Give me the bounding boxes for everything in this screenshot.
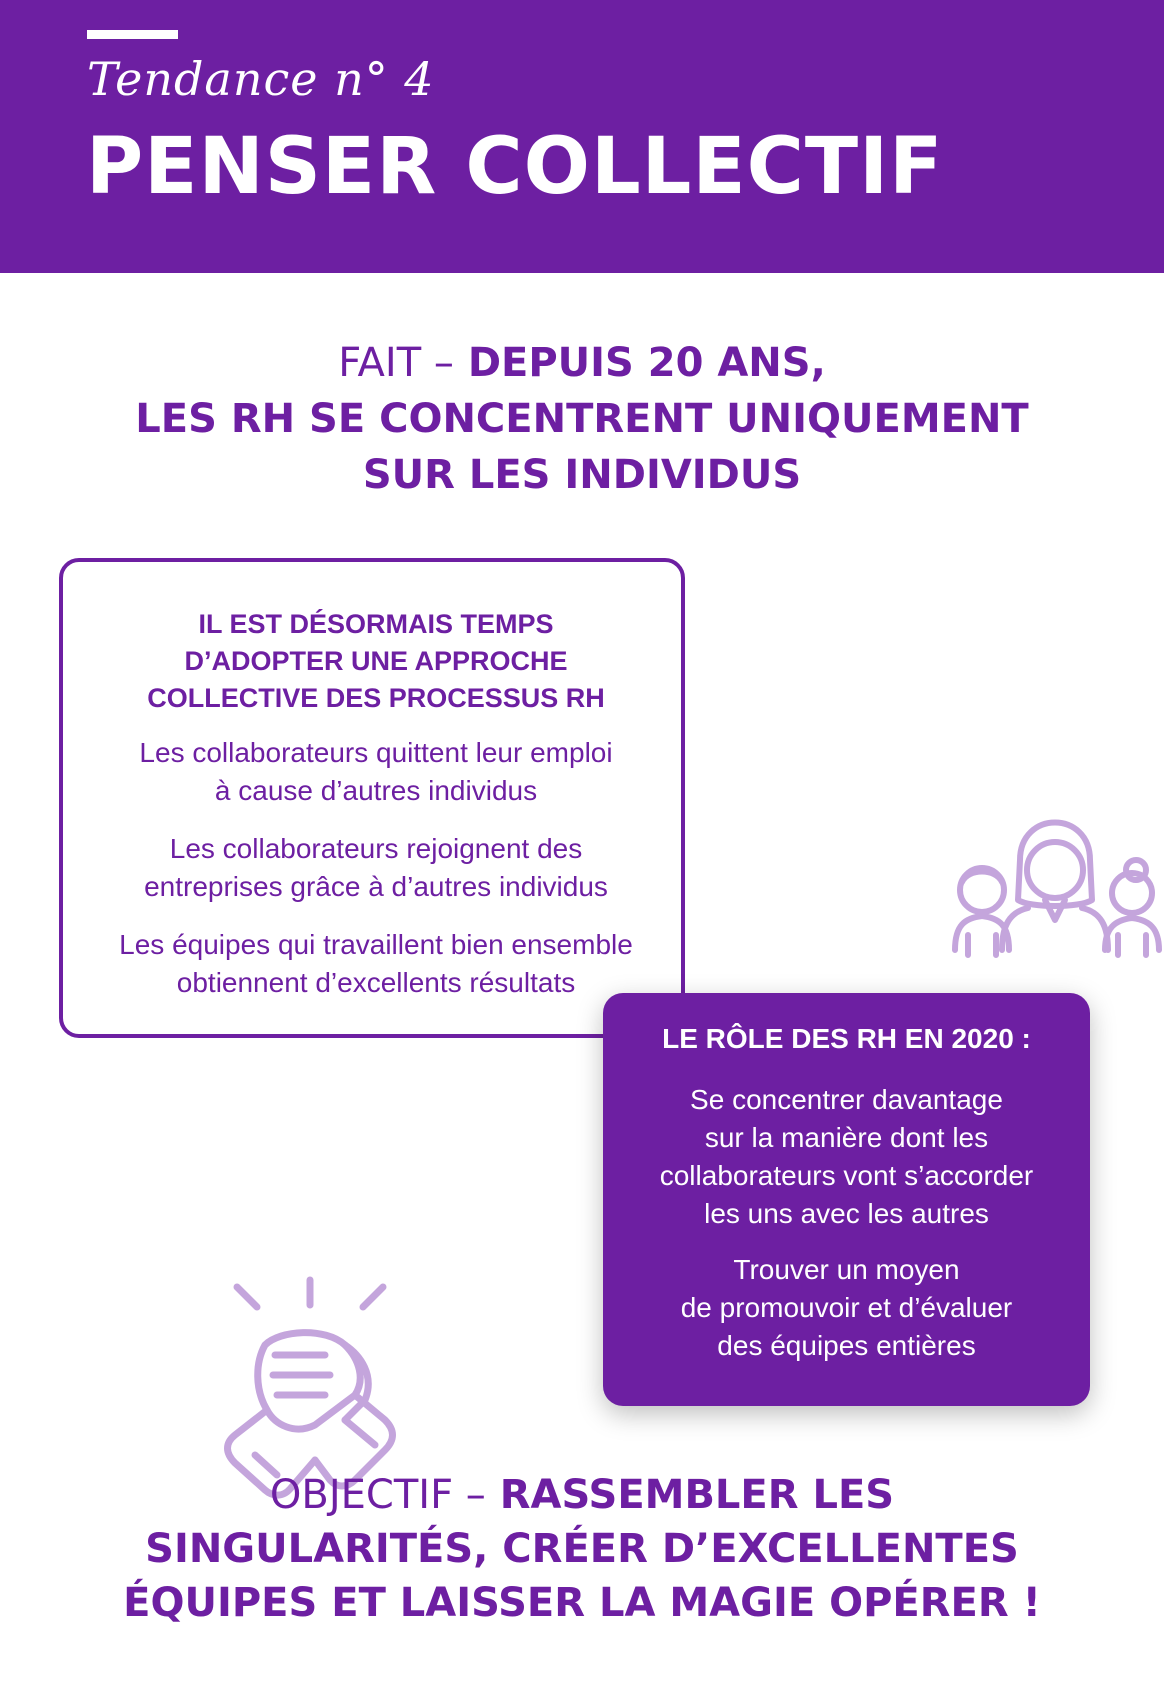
fact-statement	[60, 335, 1104, 503]
hr-role-item-line: les uns avec les autres	[704, 1198, 989, 1229]
hr-role-item-line: sur la manière dont les	[704, 1122, 989, 1153]
header-banner	[0, 0, 1164, 273]
hr-role-item	[613, 1251, 1080, 1365]
group-of-people-icon	[950, 790, 1164, 965]
fact-line-1: DEPUIS 20 ANS,	[467, 340, 826, 386]
goal-statement	[60, 1468, 1104, 1630]
approach-item	[63, 926, 689, 1002]
hr-role-item-line: Se concentrer davantage	[690, 1084, 1003, 1115]
hr-role-item-line: Trouver un moyen	[733, 1254, 960, 1285]
approach-heading	[63, 606, 689, 717]
approach-item	[63, 830, 689, 906]
fact-line-3: SUR LES INDIVIDUS	[362, 452, 802, 498]
trend-number: Tendance n° 4	[87, 52, 435, 106]
approach-item-line: Les collaborateurs quittent leur emploi	[139, 737, 613, 768]
hr-role-item	[613, 1081, 1080, 1233]
fact-line-2: LES RH SE CONCENTRENT UNIQUEMENT	[135, 396, 1029, 442]
hr-role-heading: LE RÔLE DES RH EN 2020 :	[662, 1023, 1031, 1054]
approach-item-line: à cause d’autres individus	[214, 775, 538, 806]
approach-heading-line: IL EST DÉSORMAIS TEMPS	[198, 609, 554, 639]
hr-role-item-line: de promouvoir et d’évaluer	[680, 1292, 1013, 1323]
header-rule	[87, 30, 178, 39]
goal-line-2: SINGULARITÉS, CRÉER D’EXCELLENTES	[145, 1526, 1019, 1572]
hr-role-item-line: collaborateurs vont s’accorder	[659, 1160, 1034, 1191]
approach-item-line: Les équipes qui travaillent bien ensemble	[119, 929, 633, 960]
goal-line-1: RASSEMBLER LES	[499, 1472, 895, 1518]
fact-label: FAIT –	[338, 340, 454, 386]
approach-item-line: entreprises grâce à d’autres individus	[144, 871, 608, 902]
approach-item-line: obtiennent d’excellents résultats	[176, 967, 576, 998]
approach-heading-line: D’ADOPTER UNE APPROCHE	[184, 646, 568, 676]
goal-line-3: ÉQUIPES ET LAISSER LA MAGIE OPÉRER !	[123, 1580, 1041, 1626]
page-title: PENSER COLLECTIF	[86, 122, 944, 212]
approach-item	[63, 734, 689, 810]
hr-role-item-line: des équipes entières	[717, 1330, 976, 1361]
approach-item-line: Les collaborateurs rejoignent des	[169, 833, 583, 864]
goal-label: OBJECTIF –	[269, 1472, 486, 1518]
hr-role-box	[603, 993, 1090, 1406]
approach-box	[59, 558, 685, 1038]
approach-heading-line: COLLECTIVE DES PROCESSUS RH	[147, 683, 605, 713]
